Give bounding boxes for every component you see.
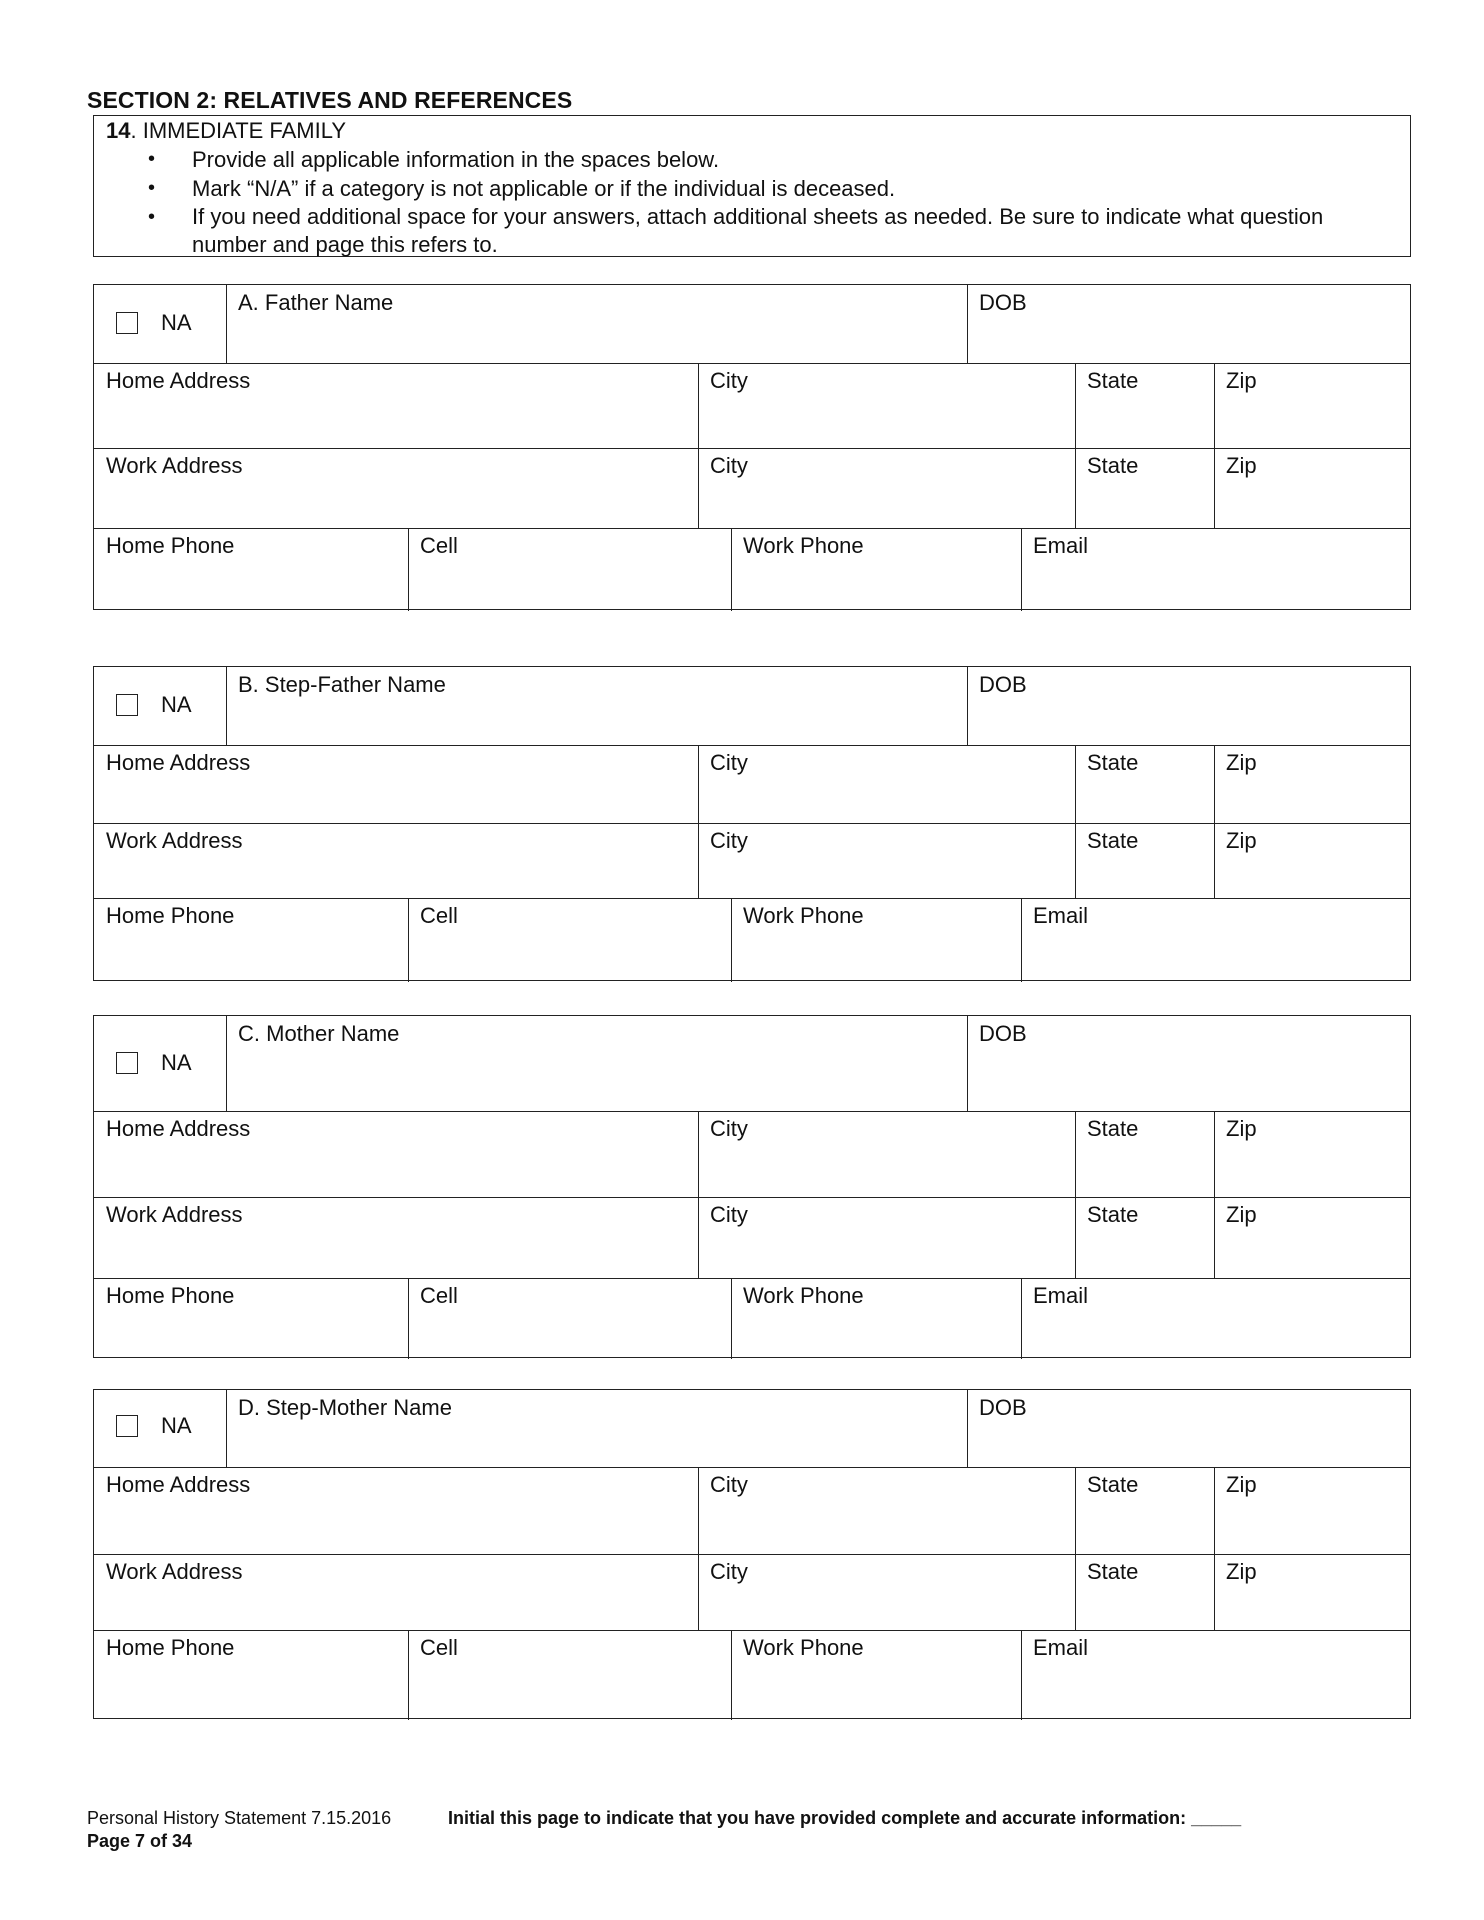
home-address-label: Home Address: [106, 750, 251, 775]
work-phone-label: Work Phone: [743, 1283, 864, 1308]
footer-form-info: [87, 1808, 391, 1852]
zip-label: Zip: [1226, 368, 1257, 393]
cell-phone-field[interactable]: [408, 1278, 731, 1359]
home-city-field[interactable]: [698, 1111, 1075, 1197]
name-label: D. Step-Mother Name: [238, 1395, 452, 1420]
page-number: Page 7 of 34: [87, 1831, 193, 1851]
home-phone-field[interactable]: [94, 1630, 408, 1720]
city-label: City: [710, 453, 748, 478]
city-label: City: [710, 750, 748, 775]
email-field[interactable]: [1021, 898, 1410, 982]
name-field[interactable]: [226, 1016, 967, 1111]
home-address-field[interactable]: [94, 745, 698, 823]
work-address-label: Work Address: [106, 828, 243, 853]
home-city-field[interactable]: [698, 363, 1075, 448]
home-state-field[interactable]: [1075, 1111, 1214, 1197]
dob-label: DOB: [979, 672, 1027, 697]
zip-label: Zip: [1226, 1472, 1257, 1497]
email-field[interactable]: [1021, 1278, 1410, 1359]
work-zip-field[interactable]: [1214, 823, 1410, 898]
home-state-field[interactable]: [1075, 363, 1214, 448]
state-label: State: [1087, 828, 1139, 853]
na-checkbox[interactable]: [116, 1415, 138, 1437]
email-label: Email: [1033, 533, 1089, 558]
form-name: Personal History Statement 7.15.2016: [87, 1808, 392, 1828]
relative-block-step-mother: [93, 1389, 1411, 1719]
name-field[interactable]: [226, 667, 967, 745]
question-title: . IMMEDIATE FAMILY: [130, 118, 347, 143]
na-label: NA: [161, 1050, 192, 1075]
work-state-field[interactable]: [1075, 448, 1214, 528]
work-zip-field[interactable]: [1214, 1197, 1410, 1278]
work-state-field[interactable]: [1075, 823, 1214, 898]
home-phone-field[interactable]: [94, 1278, 408, 1359]
cell-phone-field[interactable]: [408, 528, 731, 611]
name-label: B. Step-Father Name: [238, 672, 446, 697]
work-phone-label: Work Phone: [743, 533, 864, 558]
na-label: NA: [161, 692, 192, 717]
email-label: Email: [1033, 903, 1089, 928]
cell-label: Cell: [420, 903, 458, 928]
state-label: State: [1087, 368, 1139, 393]
state-label: State: [1087, 1559, 1139, 1584]
zip-label: Zip: [1226, 453, 1257, 478]
home-city-field[interactable]: [698, 745, 1075, 823]
na-label: NA: [161, 1413, 192, 1438]
work-phone-field[interactable]: [731, 898, 1021, 982]
name-field[interactable]: [226, 1390, 967, 1467]
work-address-field[interactable]: [94, 1554, 698, 1630]
city-label: City: [710, 1559, 748, 1584]
city-label: City: [710, 1472, 748, 1497]
na-checkbox[interactable]: [116, 694, 138, 716]
city-label: City: [710, 828, 748, 853]
dob-field[interactable]: [967, 1390, 1410, 1467]
work-address-field[interactable]: [94, 823, 698, 898]
instruction-item: • Mark “N/A” if a category is not applicable or if the individual is deceased.: [192, 174, 1392, 203]
home-address-field[interactable]: [94, 363, 698, 448]
home-phone-label: Home Phone: [106, 1283, 235, 1308]
dob-field[interactable]: [967, 1016, 1410, 1111]
section-title: SECTION 2: RELATIVES AND REFERENCES: [87, 87, 573, 113]
work-address-field[interactable]: [94, 1197, 698, 1278]
home-phone-field[interactable]: [94, 898, 408, 982]
home-address-label: Home Address: [106, 368, 251, 393]
footer-initial-statement[interactable]: Initial this page to indicate that you have provided complete and accurate information: _____: [448, 1808, 1242, 1828]
work-city-field[interactable]: [698, 1554, 1075, 1630]
state-label: State: [1087, 1116, 1139, 1141]
relative-block-mother: [93, 1015, 1411, 1358]
name-label: C. Mother Name: [238, 1021, 400, 1046]
work-city-field[interactable]: [698, 823, 1075, 898]
dob-label: DOB: [979, 290, 1027, 315]
home-phone-label: Home Phone: [106, 1635, 235, 1660]
question-number: 14: [106, 118, 131, 143]
work-address-label: Work Address: [106, 1202, 243, 1227]
home-phone-field[interactable]: [94, 528, 408, 611]
question-box: [93, 115, 1411, 257]
cell-label: Cell: [420, 1635, 458, 1660]
relative-block-step-father: [93, 666, 1411, 981]
home-state-field[interactable]: [1075, 1467, 1214, 1554]
work-phone-field[interactable]: [731, 1630, 1021, 1720]
email-field[interactable]: [1021, 1630, 1410, 1720]
state-label: State: [1087, 750, 1139, 775]
city-label: City: [710, 1116, 748, 1141]
name-label: A. Father Name: [238, 290, 394, 315]
email-field[interactable]: [1021, 528, 1410, 611]
home-address-field[interactable]: [94, 1467, 698, 1554]
home-phone-label: Home Phone: [106, 903, 235, 928]
work-phone-label: Work Phone: [743, 1635, 864, 1660]
dob-label: DOB: [979, 1021, 1027, 1046]
cell-label: Cell: [420, 533, 458, 558]
name-field[interactable]: [226, 285, 967, 363]
state-label: State: [1087, 453, 1139, 478]
work-city-field[interactable]: [698, 448, 1075, 528]
home-address-label: Home Address: [106, 1116, 251, 1141]
na-label: NA: [161, 310, 192, 335]
dob-field[interactable]: [967, 285, 1410, 363]
instruction-list: [94, 145, 1392, 259]
work-address-label: Work Address: [106, 453, 243, 478]
instruction-item: • If you need additional space for your answers, attach additional sheets as needed. Be sure to indicate what question number and page this refers to.: [192, 203, 1392, 259]
home-zip-field[interactable]: [1214, 363, 1410, 448]
home-zip-field[interactable]: [1214, 1467, 1410, 1554]
work-zip-field[interactable]: [1214, 448, 1410, 528]
home-state-field[interactable]: [1075, 745, 1214, 823]
home-address-label: Home Address: [106, 1472, 251, 1497]
email-label: Email: [1033, 1635, 1089, 1660]
cell-phone-field[interactable]: [408, 1630, 731, 1720]
na-checkbox[interactable]: [116, 1052, 138, 1074]
dob-label: DOB: [979, 1395, 1027, 1420]
zip-label: Zip: [1226, 828, 1257, 853]
zip-label: Zip: [1226, 1116, 1257, 1141]
instruction-item: • Provide all applicable information in the spaces below.: [192, 145, 1392, 174]
work-phone-field[interactable]: [731, 1278, 1021, 1359]
work-state-field[interactable]: [1075, 1197, 1214, 1278]
state-label: State: [1087, 1472, 1139, 1497]
city-label: City: [710, 368, 748, 393]
city-label: City: [710, 1202, 748, 1227]
na-checkbox[interactable]: [116, 312, 138, 334]
home-address-field[interactable]: [94, 1111, 698, 1197]
question-heading: [106, 118, 346, 144]
work-state-field[interactable]: [1075, 1554, 1214, 1630]
zip-label: Zip: [1226, 1202, 1257, 1227]
home-zip-field[interactable]: [1214, 1111, 1410, 1197]
work-zip-field[interactable]: [1214, 1554, 1410, 1630]
cell-phone-field[interactable]: [408, 898, 731, 982]
work-city-field[interactable]: [698, 1197, 1075, 1278]
work-phone-label: Work Phone: [743, 903, 864, 928]
work-address-label: Work Address: [106, 1559, 243, 1584]
home-phone-label: Home Phone: [106, 533, 235, 558]
work-phone-field[interactable]: [731, 528, 1021, 611]
zip-label: Zip: [1226, 750, 1257, 775]
cell-label: Cell: [420, 1283, 458, 1308]
relative-block-father: [93, 284, 1411, 610]
state-label: State: [1087, 1202, 1139, 1227]
home-zip-field[interactable]: [1214, 745, 1410, 823]
dob-field[interactable]: [967, 667, 1410, 745]
zip-label: Zip: [1226, 1559, 1257, 1584]
email-label: Email: [1033, 1283, 1089, 1308]
work-address-field[interactable]: [94, 448, 698, 528]
home-city-field[interactable]: [698, 1467, 1075, 1554]
